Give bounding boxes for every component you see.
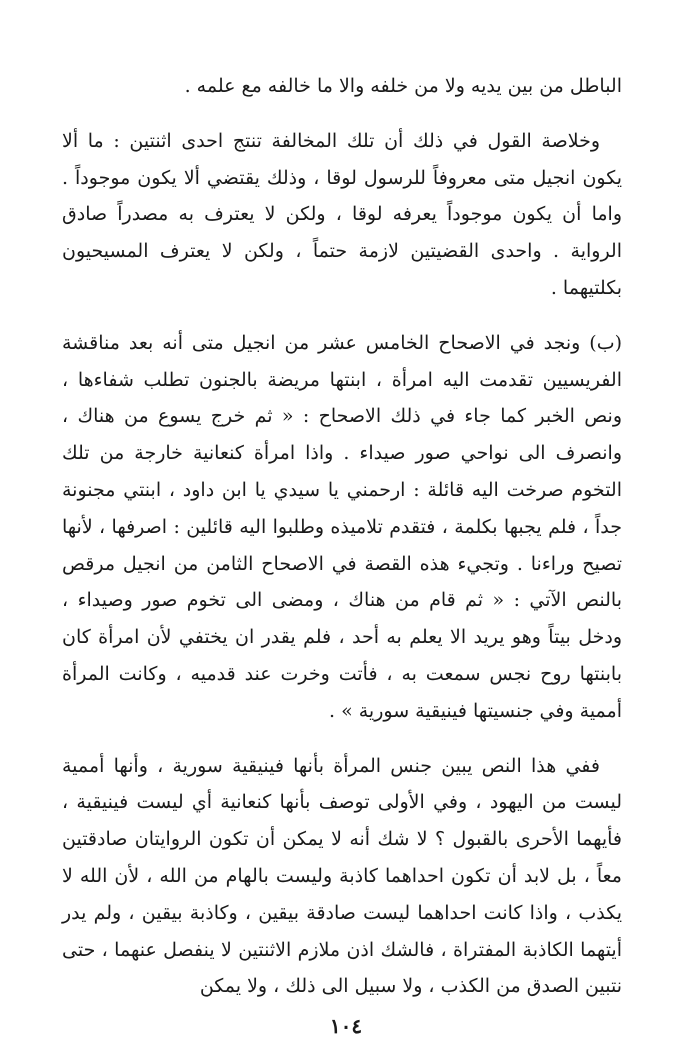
page-number: ١٠٤ [329, 1014, 363, 1038]
paragraph-3-text: (ب) ونجد في الاصحاح الخامس عشر من انجيل متى أنه بعد مناقشة الفريسيين تقدمت اليه امرأة ، ابنتها مريضة بالجنون تطلب شفاءها ، ونص الخبر كما جاء في ذلك الاصحاح : « ثم خرج يسوع من هناك ، وانصرف الى نواحي صور صيداء . واذا امرأة كنعانية خارجة من تلك التخوم صرخت اليه قائلة : ارحمني يا سيدي يا ابن داود ، ابنتي مجنونة جداً ، فلم يجبها بكلمة ، فتقدم تلاميذه وطلبوا اليه قائلين : اصرفها ، لأنها تصيح وراءنا . وتجيء هذه القصة في الاصحاح الثامن من انجيل مرقص بالنص الآتي : « ثم قام من هناك ، ومضى الى تخوم صور وصيداء ، ودخل بيتاً وهو يريد الا يعلم به أحد ، فلم يقدر ان يختفي لأن امرأة كان بابنتها روح نجس سمعت به ، فأتت وخرت عند قدميه ، وكانت المرأة أممية وفي جنسيتها فينيقية سورية » . [62, 331, 622, 722]
paragraph-3 [62, 325, 622, 730]
page-body [62, 68, 622, 1005]
paragraph-2-text: وخلاصة القول في ذلك أن تلك المخالفة تنتج احدى اثنتين : ما ألا يكون انجيل متى معروفاً للرسول لوقا ، وذلك يقتضي ألا يكون موجوداً . واما أن يكون موجوداً يعرفه لوقا ، ولكن لا يعترف به مصدراً صادق الرواية . واحدى القضيتين لازمة حتماً ، ولكن لا يعترف المسيحيون بكلتيهما . [62, 129, 622, 299]
paragraph-1: الباطل من بين يديه ولا من خلفه والا ما خالفه مع علمه . [184, 75, 622, 97]
paragraph-4 [62, 748, 622, 1006]
paragraph-2 [62, 123, 622, 307]
paragraph-4-text: ففي هذا النص يبين جنس المرأة بأنها فينيقية سورية ، وأنها أممية ليست من اليهود ، وفي الأولى توصف بأنها كنعانية أي ليست فينيقية ، فأيهما الأحرى بالقبول ؟ لا شك أنه لا يمكن أن تكون الروايتان صادقتين معاً ، بل لابد أن تكون احداهما كاذبة وليست بالهام من الله ، لأن الله لا يكذب ، واذا كانت احداهما ليست صادقة بيقين ، وكاذبة بيقين ، ولم يدر أيتهما الكاذبة المفتراة ، فالشك اذن ملازم الاثنتين لا ينفصل عنهما ، حتى نتبين الصدق من الكذب ، ولا سبيل الى ذلك ، ولا يمكن [62, 754, 622, 998]
